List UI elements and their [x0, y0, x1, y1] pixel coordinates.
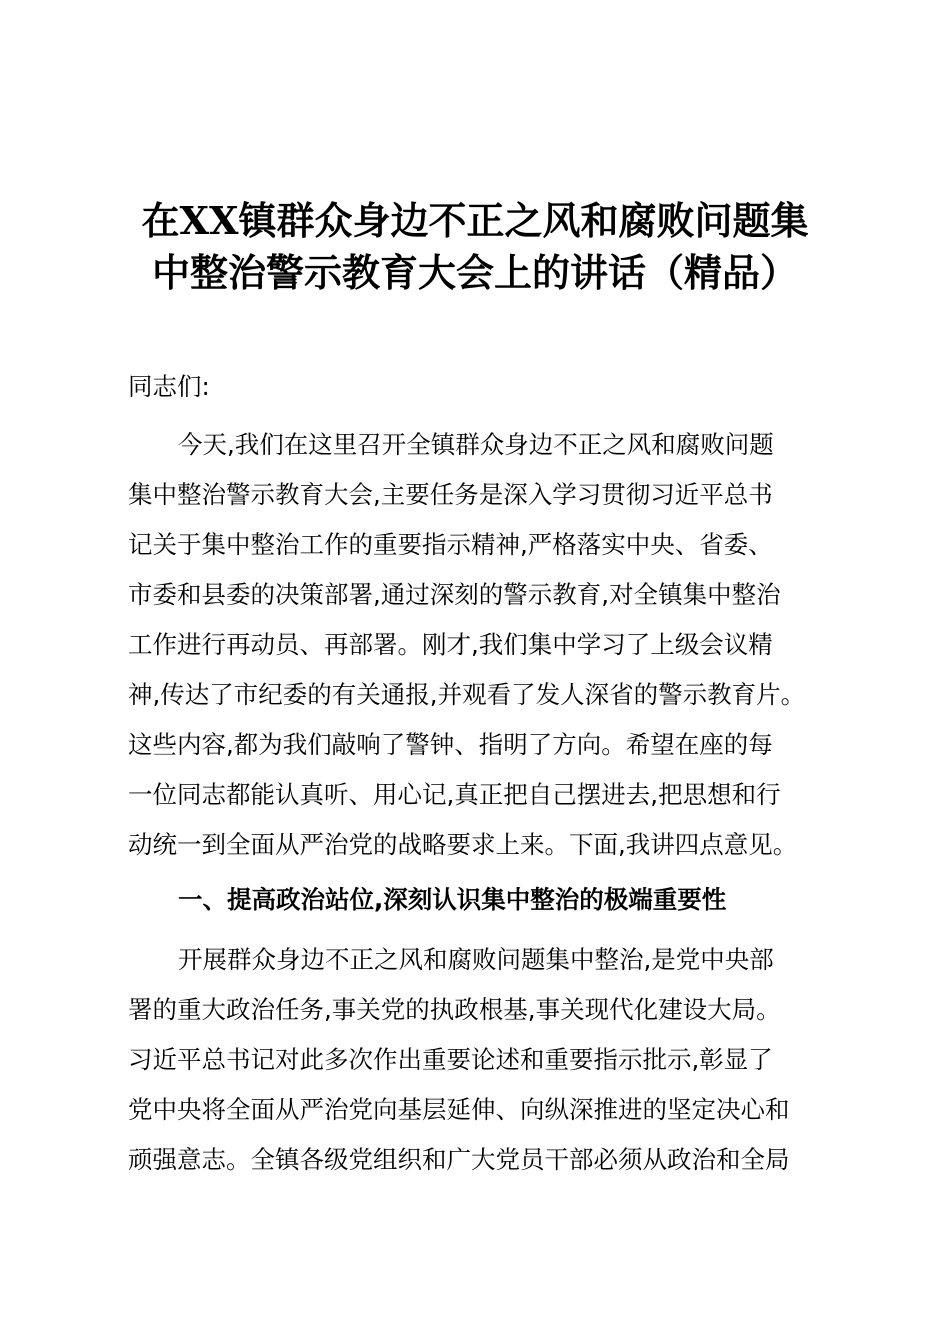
- paragraph1-line: 这些内容,都为我们敲响了警钟、指明了方向。希望在座的每: [128, 730, 773, 759]
- title-line-2: 中整治警示教育大会上的讲话（精品）: [151, 250, 798, 295]
- paragraph1-line: 动统一到全面从严治党的战略要求上来。下面,我讲四点意见。: [128, 830, 798, 859]
- paragraph2-line: 习近平总书记对此多次作出重要论述和重要指示批示,彰显了: [128, 1045, 773, 1074]
- salutation: 同志们:: [128, 372, 210, 401]
- paragraph1-line: 记关于集中整治工作的重要指示精神,严格落实中央、省委、: [128, 530, 773, 559]
- paragraph1-line: 一位同志都能认真听、用心记,真正把自己摆进去,把思想和行: [128, 780, 781, 809]
- paragraph2-line: 党中央将全面从严治党向基层延伸、向纵深推进的坚定决心和: [128, 1095, 790, 1124]
- paragraph2-line: 顽强意志。全镇各级党组织和广大党员干部必须从政治和全局: [128, 1145, 790, 1174]
- paragraph1-line: 工作进行再动员、再部署。刚才,我们集中学习了上级会议精: [128, 630, 773, 659]
- document-title: [0, 195, 950, 299]
- paragraph2-line: 开展群众身边不正之风和腐败问题集中整治,是党中央部: [178, 945, 774, 974]
- paragraph2-line: 署的重大政治任务,事关党的执政根基,事关现代化建设大局。: [128, 995, 781, 1024]
- title-line-1: 在XX镇群众身边不正之风和腐败问题集: [141, 198, 809, 243]
- paragraph1-line: 市委和县委的决策部署,通过深刻的警示教育,对全镇集中整治: [128, 580, 781, 609]
- section-heading: 一、提高政治站位,深刻认识集中整治的极端重要性: [178, 885, 727, 914]
- paragraph1-line: 集中整治警示教育大会,主要任务是深入学习贯彻习近平总书: [128, 480, 773, 509]
- paragraph1-line: 神,传达了市纪委的有关通报,并观看了发人深省的警示教育片。: [128, 680, 806, 709]
- paragraph1-line: 今天,我们在这里召开全镇群众身边不正之风和腐败问题: [178, 430, 774, 459]
